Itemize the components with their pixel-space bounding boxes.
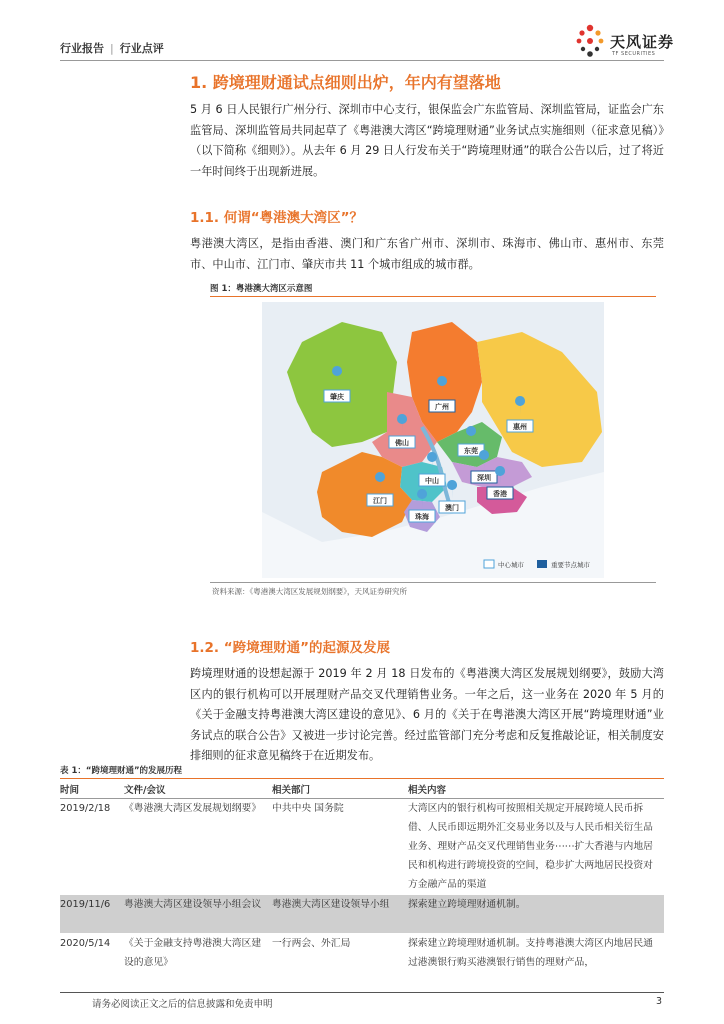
row-doc: 《粤港澳大湾区发展规划纲要》: [124, 803, 262, 814]
header-subcategory: 行业点评: [119, 42, 164, 55]
svg-text:珠海: 珠海: [415, 513, 429, 521]
greater-bay-area-map: [262, 302, 604, 578]
map-legend: [484, 560, 591, 569]
section-1-paragraph: 5 月 6 日人民银行广州分行、深圳市中心支行，银保监会广东监管局、深圳监管局，证监会广东监管局、深圳监管局共同起草了《粤港澳大湾区“跨境理财通”业务试点实施细则（征求意见稿）》（以下简称《细则》）。从去年 6 月 29 日人行发布关于“跨境理财通”的联合公告以后，过了将近一年时间终于出现新进展。: [190, 103, 664, 178]
row-dept: 中共中央 国务院: [272, 803, 344, 814]
svg-text:惠州: 惠州: [513, 423, 527, 431]
header-separator: |: [110, 42, 114, 55]
table-row: [60, 799, 664, 896]
header-divider: [60, 60, 664, 61]
footer-disclaimer: 请务必阅读正文之后的信息披露和免责申明: [92, 999, 273, 1010]
row-date: 2019/11/6: [60, 899, 111, 910]
table-row: [60, 895, 664, 933]
row-dept: 一行两会、外汇局: [272, 938, 351, 949]
svg-text:肇庆: 肇庆: [330, 393, 344, 401]
table-title: 表 1：“跨境理财通”的发展历程: [60, 766, 183, 776]
table-header-dept: 相关部门: [272, 785, 311, 796]
figure-title: 图 1：粤港澳大湾区示意图: [210, 284, 313, 294]
table-header-date: 时间: [60, 785, 80, 796]
svg-text:江门: 江门: [373, 497, 387, 505]
figure-top-rule: [210, 296, 656, 297]
logo-text-cn: 天风证券: [610, 33, 675, 51]
footer-divider: [60, 992, 664, 993]
row-date: 2019/2/18: [60, 803, 111, 814]
row-dept: 粤港澳大湾区建设领导小组: [272, 899, 390, 910]
svg-text:香港: 香港: [493, 490, 507, 498]
company-logo: [570, 22, 680, 62]
table-top-rule: [60, 778, 664, 779]
row-content: 探索建立跨境理财通机制。支持粤港澳大湾区内地居民通过港澳银行购买港澳银行销售的理财产品，: [408, 938, 653, 968]
logo-text-en: TF SECURITIES: [612, 51, 656, 57]
report-header: [60, 40, 164, 56]
section-1-heading: 1. 跨境理财通试点细则出炉，年内有望落地: [190, 73, 501, 92]
section-1-2-heading: 1.2. “跨境理财通”的起源及发展: [190, 640, 390, 656]
section-1-1-paragraph: 粤港澳大湾区，是指由香港、澳门和广东省广州市、深圳市、珠海市、佛山市、惠州市、东莞市、中山市、江门市、肇庆市共 11 个城市组成的城市群。: [190, 237, 664, 271]
section-1-1-heading: 1.1. 何谓“粤港澳大湾区”？: [190, 210, 363, 226]
header-category: 行业报告: [60, 42, 104, 55]
row-date: 2020/5/14: [60, 938, 111, 949]
svg-text:深圳: 深圳: [477, 474, 491, 482]
row-content: 探索建立跨境理财通机制。: [408, 899, 526, 910]
legend-node-city: 重要节点城市: [551, 561, 590, 569]
figure-bottom-rule: [210, 582, 656, 583]
svg-text:佛山: 佛山: [395, 439, 409, 447]
svg-text:广州: 广州: [435, 403, 449, 411]
row-content: 大湾区内的银行机构可按照相关规定开展跨境人民币拆借、人民币即远期外汇交易业务以及与人民币相关衍生品业务、理财产品交叉代理销售业务⋯⋯扩大香港与内地居民和机构进行跨境投资的空间，稳步扩大两地居民投资对方金融产品的渠道: [408, 803, 653, 890]
svg-text:东莞: 东莞: [464, 447, 478, 455]
svg-text:中山: 中山: [425, 477, 439, 485]
row-doc: 粤港澳大湾区建设领导小组会议: [124, 899, 262, 910]
svg-text:澳门: 澳门: [445, 504, 459, 512]
legend-center-city: 中心城市: [498, 561, 524, 569]
figure-source: 资料来源：《粤港澳大湾区发展规划纲要》，天风证券研究所: [212, 587, 407, 596]
table-row: [60, 934, 664, 974]
table-header-content: 相关内容: [408, 785, 447, 796]
section-1-2-paragraph: 跨境理财通的设想起源于 2019 年 2 月 18 日发布的《粤港澳大湾区发展规划纲要》，鼓励大湾区内的银行机构可以开展理财产品交叉代理销售业务。一年之后，这一业务在 2020 年 5 月的《关于金融支持粤港澳大湾区建设的意见》、6 月的《关于在粤港澳大湾区开展“跨境理财通”业务试点的联合公告》又被进一步讨论完善。经过监管部门充分考虑和反复推敲论证，相关制度安排细则的征求意见稿终于在近期发布。: [190, 667, 664, 762]
logo-mark-icon: [570, 22, 610, 62]
table-header-doc: 文件/会议: [124, 785, 166, 796]
page-number: 3: [656, 996, 663, 1007]
row-doc: 《关于金融支持粤港澳大湾区建设的意见》: [124, 938, 262, 968]
